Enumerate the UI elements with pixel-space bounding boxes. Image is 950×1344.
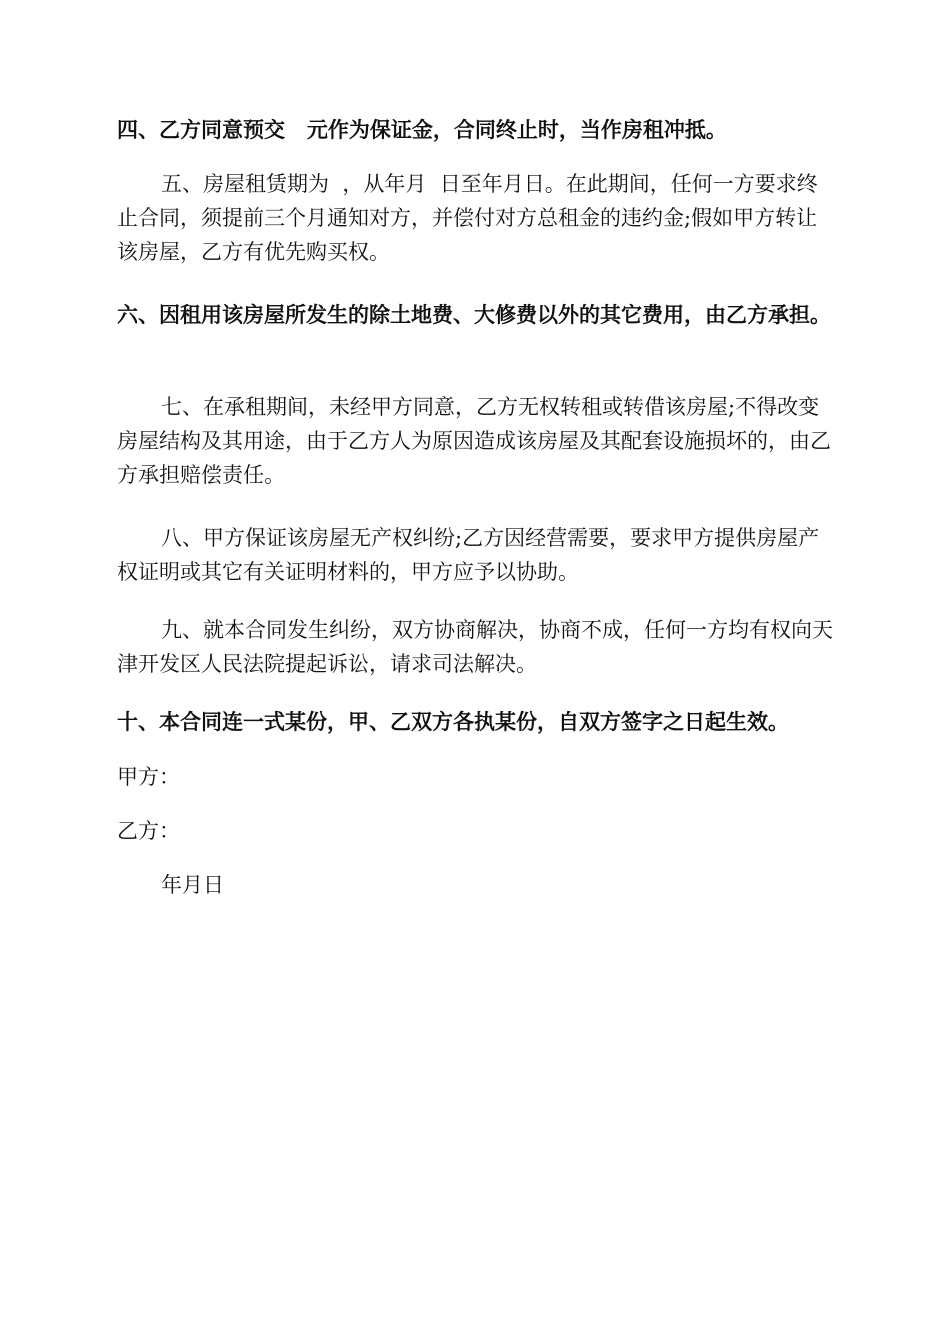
- clause-eight: 八、甲方保证该房屋无产权纠纷;乙方因经营需要，要求甲方提供房屋产权证明或其它有关证明材料的，甲方应予以协助。: [117, 526, 820, 584]
- party-b-label: 乙方：: [117, 819, 180, 843]
- signature-date: 年月日: [161, 873, 224, 897]
- clause-seven: 七、在承租期间，未经甲方同意，乙方无权转租或转借该房屋;不得改变房屋结构及其用途，由于乙方人为原因造成该房屋及其配套设施损坏的，由乙方承担赔偿责任。: [117, 395, 831, 487]
- clause-five: 五、房屋租赁期为 ，从年月 日至年月日。在此期间，任何一方要求终止合同，须提前三个月通知对方，并偿付对方总租金的违约金;假如甲方转让该房屋，乙方有优先购买权。: [117, 172, 818, 264]
- party-a-label: 甲方：: [117, 765, 180, 789]
- clause-six: 六、因租用该房屋所发生的除土地费、大修费以外的其它费用，由乙方承担。: [117, 302, 831, 327]
- clause-four: 四、乙方同意预交 元作为保证金，合同终止时，当作房租冲抵。: [117, 117, 727, 142]
- clause-ten: 十、本合同连一式某份，甲、乙双方各执某份，自双方签字之日起生效。: [117, 709, 789, 734]
- clause-nine: 九、就本合同发生纠纷，双方协商解决，协商不成，任何一方均有权向天津开发区人民法院提起诉讼，请求司法解决。: [117, 618, 833, 676]
